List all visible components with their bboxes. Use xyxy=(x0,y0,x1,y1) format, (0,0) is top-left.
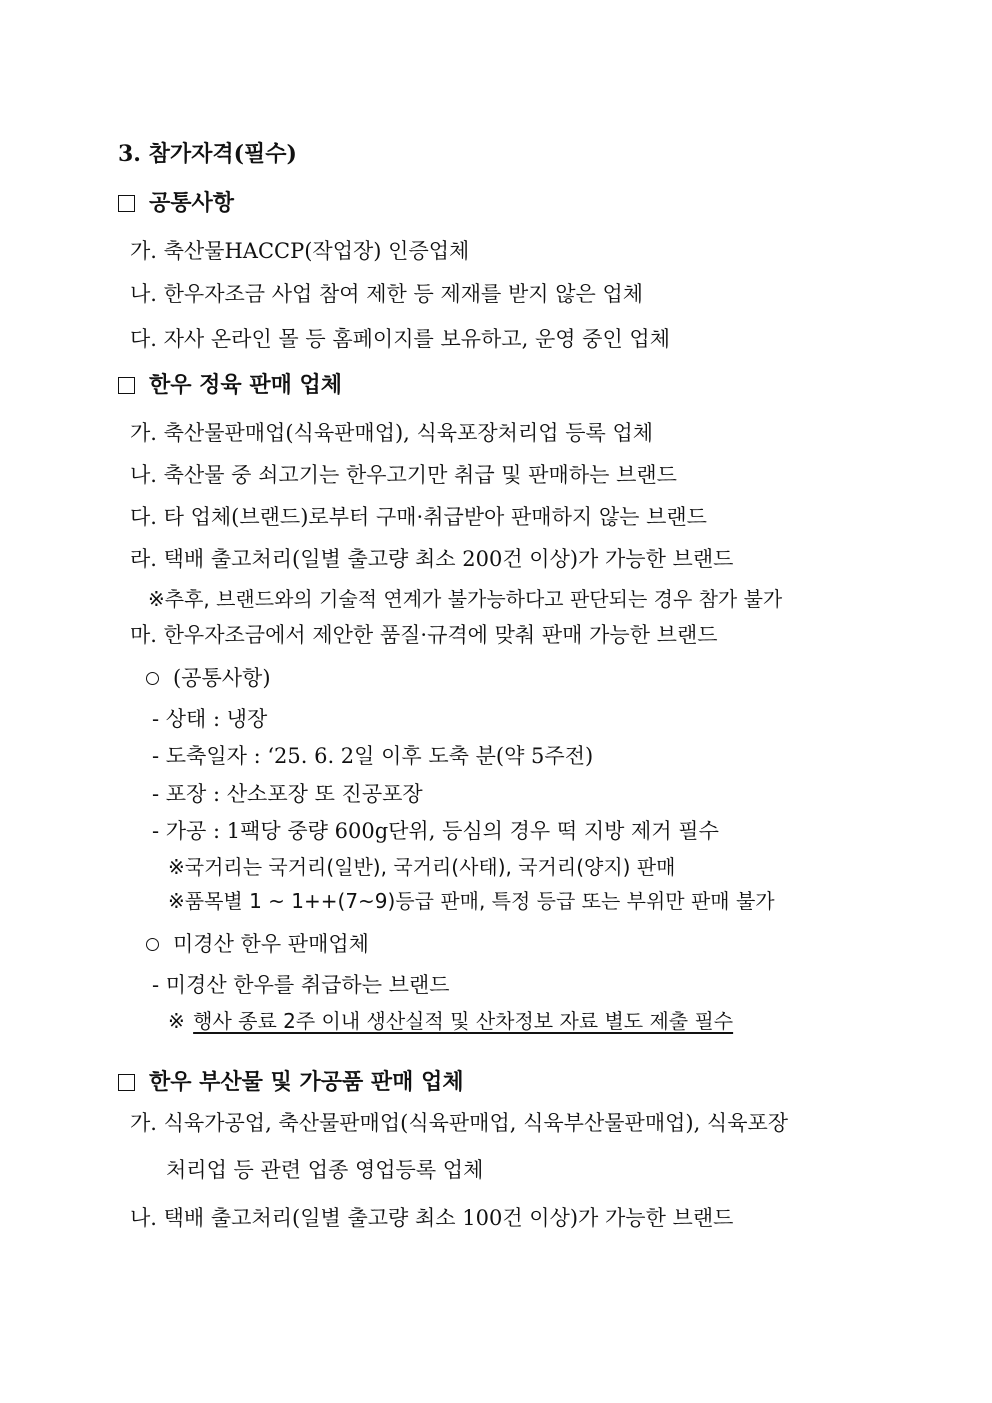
unbred-note xyxy=(168,1008,733,1034)
byproduct-heading xyxy=(118,1069,464,1095)
circle-bullet-icon xyxy=(146,672,159,685)
common-item: 다. 자사 온라인 몰 등 홈페이지를 보유하고, 운영 중인 업체 xyxy=(130,327,671,351)
spec-line: - 상태 : 냉장 xyxy=(152,707,268,731)
spec-line: - 포장 : 산소포장 또 진공포장 xyxy=(152,782,423,806)
spec-line: - 가공 : 1팩당 중량 600g단위, 등심의 경우 떡 지방 제거 필수 xyxy=(152,819,719,843)
spec-note: ※국거리는 국거리(일반), 국거리(사태), 국거리(양지) 판매 xyxy=(168,855,676,879)
byproduct-item-continued: 처리업 등 관련 업종 영업등록 업체 xyxy=(166,1158,484,1182)
checkbox-square-icon xyxy=(118,377,135,394)
unbred-note-text: 행사 종료 2주 이내 생산실적 및 산차정보 자료 별도 제출 필수 xyxy=(193,1009,734,1033)
unbred-line: - 미경산 한우를 취급하는 브랜드 xyxy=(152,973,450,997)
byproduct-item: 가. 식육가공업, 축산물판매업(식육판매업, 식육부산물판매업), 식육포장 xyxy=(130,1111,789,1135)
meat-item: 마. 한우자조금에서 제안한 품질·규격에 맞춰 판매 가능한 브랜드 xyxy=(130,623,718,647)
spec-line: - 도축일자 : ‘25. 6. 2일 이후 도축 분(약 5주전) xyxy=(152,744,594,768)
meat-item: 나. 축산물 중 쇠고기는 한우고기만 취급 및 판매하는 브랜드 xyxy=(130,463,677,487)
checkbox-square-icon xyxy=(118,195,135,212)
spec-note: ※품목별 1 ~ 1++(7~9)등급 판매, 특정 등급 또는 부위만 판매 불가 xyxy=(168,889,775,913)
meat-item: 라. 택배 출고처리(일별 출고량 최소 200건 이상)가 가능한 브랜드 xyxy=(130,547,734,571)
circle-bullet-icon xyxy=(146,938,159,951)
common-sub-label-text: (공통사항) xyxy=(173,666,271,690)
byproduct-heading-label: 한우 부산물 및 가공품 판매 업체 xyxy=(149,1069,464,1095)
common-heading xyxy=(118,190,234,216)
common-heading-label: 공통사항 xyxy=(149,190,235,216)
meat-item: 다. 타 업체(브랜드)로부터 구매·취급받아 판매하지 않는 브랜드 xyxy=(130,505,707,529)
meat-heading xyxy=(118,372,342,398)
common-item: 가. 축산물HACCP(작업장) 인증업체 xyxy=(130,239,470,263)
meat-note: ※추후, 브랜드와의 기술적 연계가 불가능하다고 판단되는 경우 참가 불가 xyxy=(148,587,783,611)
meat-item: 가. 축산물판매업(식육판매업), 식육포장처리업 등록 업체 xyxy=(130,421,654,445)
checkbox-square-icon xyxy=(118,1074,135,1091)
common-item: 나. 한우자조금 사업 참여 제한 등 제재를 받지 않은 업체 xyxy=(130,282,644,306)
unbred-sub-label xyxy=(146,931,369,957)
note-mark: ※ xyxy=(168,1009,185,1033)
meat-heading-label: 한우 정육 판매 업체 xyxy=(149,372,342,398)
unbred-sub-label-text: 미경산 한우 판매업체 xyxy=(173,932,369,956)
section-title: 3. 참가자격(필수) xyxy=(118,141,297,167)
byproduct-item: 나. 택배 출고처리(일별 출고량 최소 100건 이상)가 가능한 브랜드 xyxy=(130,1206,734,1230)
common-sub-label xyxy=(146,665,271,691)
